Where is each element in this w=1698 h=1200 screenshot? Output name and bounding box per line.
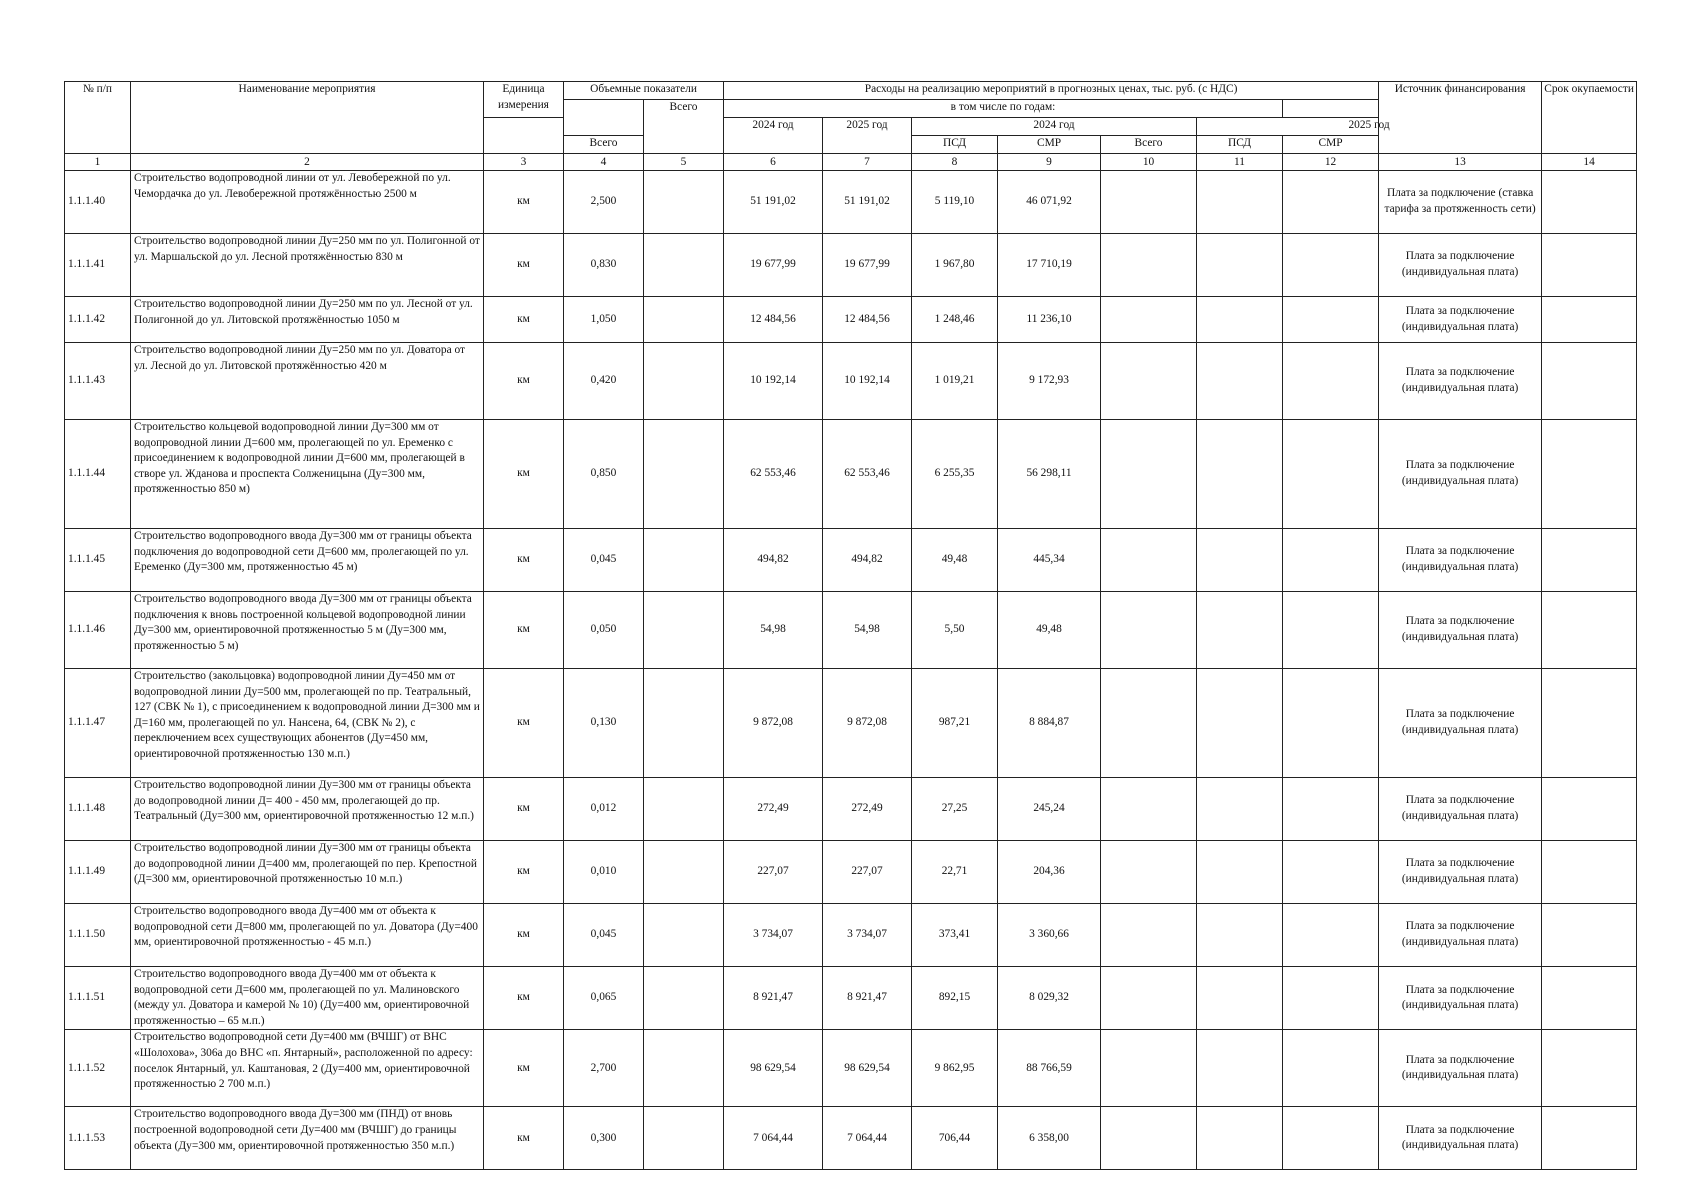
row-payback — [1542, 1107, 1637, 1170]
header-costs: Расходы на реализацию мероприятий в прогнозных ценах, тыс. руб. (с НДС) — [724, 82, 1379, 100]
row-source: Плата за подключение (индивидуальная плата) — [1379, 967, 1542, 1030]
column-number: 7 — [823, 154, 912, 171]
row-volume-2024: 0,850 — [564, 420, 644, 529]
row-name: Строительство кольцевой водопроводной линии Ду=300 мм от водопроводной линии Д=600 мм, пролегающей по ул. Еременко с присоединением к водопроводной линии Д=600 мм, пролегающей в створе ул. Жданова и проспекта Солженицына (Ду=300 мм, протяженностью 850 м) — [131, 420, 484, 529]
row-payback — [1542, 904, 1637, 967]
row-2025-total — [1101, 529, 1197, 592]
table-row — [65, 1030, 1637, 1107]
row-code: 1.1.1.44 — [65, 420, 131, 529]
column-number: 4 — [564, 154, 644, 171]
row-2024-total: 10 192,14 — [823, 343, 912, 420]
row-volume-2025 — [644, 1030, 724, 1107]
row-2025-total — [1101, 343, 1197, 420]
row-2025-total — [1101, 234, 1197, 297]
row-2024-smr: 204,36 — [998, 841, 1101, 904]
row-payback — [1542, 1030, 1637, 1107]
row-2025-smr — [1283, 967, 1379, 1030]
row-volume-2024: 0,130 — [564, 669, 644, 778]
row-name: Строительство водопроводного ввода Ду=400 мм от объекта к водопроводной сети Д=600 мм, пролегающей по ул. Малиновского (между ул. Доватора и камерой № 10) (Ду=400 мм, ориентировочной протяженностью – 65 м.п.) — [131, 967, 484, 1030]
column-numbers-row — [65, 154, 1637, 171]
row-source: Плата за подключение (ставка тарифа за протяженность сети) — [1379, 171, 1542, 234]
row-total: 494,82 — [724, 529, 823, 592]
row-2024-total: 272,49 — [823, 778, 912, 841]
row-code: 1.1.1.52 — [65, 1030, 131, 1107]
column-number: 12 — [1283, 154, 1379, 171]
table-row — [65, 967, 1637, 1030]
table-row — [65, 592, 1637, 669]
row-volume-2024: 2,700 — [564, 1030, 644, 1107]
row-source: Плата за подключение (индивидуальная плата) — [1379, 904, 1542, 967]
row-code: 1.1.1.51 — [65, 967, 131, 1030]
row-source: Плата за подключение (индивидуальная плата) — [1379, 1107, 1542, 1170]
row-2024-total: 51 191,02 — [823, 171, 912, 234]
row-total: 19 677,99 — [724, 234, 823, 297]
row-name: Строительство водопроводного ввода Ду=300 мм от границы объекта подключения к вновь построенной кольцевой водопроводной линии Ду=300 мм, ориентировочной протяженностью 5 м (Ду=300 мм, протяженностью 5 м) — [131, 592, 484, 669]
column-number: 1 — [65, 154, 131, 171]
row-2024-total: 8 921,47 — [823, 967, 912, 1030]
row-total: 9 872,08 — [724, 669, 823, 778]
row-name: Строительство водопроводного ввода Ду=300 мм (ПНД) от вновь построенной водопроводной сети Ду=400 мм (ВЧШГ) до границы объекта (Ду=300 мм, ориентировочной протяженностью 350 м.п.) — [131, 1107, 484, 1170]
row-volume-2024: 0,050 — [564, 592, 644, 669]
row-payback — [1542, 778, 1637, 841]
row-2025-psd — [1197, 841, 1283, 904]
row-name: Строительство водопроводной линии Ду=300 мм от границы объекта до водопроводной линии Д= 400 - 450 мм, пролегающей до пр. Театральный (Ду=300 мм, ориентировочной протяженностью 12 м.п.) — [131, 778, 484, 841]
row-source: Плата за подключение (индивидуальная плата) — [1379, 1030, 1542, 1107]
row-2025-total — [1101, 420, 1197, 529]
row-name: Строительство водопроводной линии Ду=250 мм по ул. Доватора от ул. Лесной до ул. Литовской протяжённостью 420 м — [131, 343, 484, 420]
row-volume-2025 — [644, 592, 724, 669]
table-row — [65, 343, 1637, 420]
header-num: № п/п — [65, 82, 131, 154]
row-source: Плата за подключение (индивидуальная плата) — [1379, 529, 1542, 592]
row-2024-smr: 6 358,00 — [998, 1107, 1101, 1170]
row-2025-psd — [1197, 967, 1283, 1030]
row-volume-2025 — [644, 343, 724, 420]
row-2024-total: 9 872,08 — [823, 669, 912, 778]
header-2025-total: Всего — [1101, 136, 1197, 154]
row-2024-psd: 1 019,21 — [912, 343, 998, 420]
row-2024-total: 19 677,99 — [823, 234, 912, 297]
row-2025-smr — [1283, 592, 1379, 669]
row-2025-smr — [1283, 778, 1379, 841]
row-unit: км — [484, 592, 564, 669]
row-total: 62 553,46 — [724, 420, 823, 529]
row-volume-2025 — [644, 420, 724, 529]
table-row — [65, 1107, 1637, 1170]
column-number: 10 — [1101, 154, 1197, 171]
row-volume-2025 — [644, 529, 724, 592]
row-2024-total: 12 484,56 — [823, 297, 912, 343]
row-code: 1.1.1.41 — [65, 234, 131, 297]
row-2025-total — [1101, 297, 1197, 343]
row-code: 1.1.1.40 — [65, 171, 131, 234]
header-2025-smr: СМР — [1283, 136, 1379, 154]
row-code: 1.1.1.49 — [65, 841, 131, 904]
table-body — [65, 171, 1637, 1170]
row-code: 1.1.1.47 — [65, 669, 131, 778]
row-source: Плата за подключение (индивидуальная плата) — [1379, 234, 1542, 297]
row-unit: км — [484, 1030, 564, 1107]
row-source: Плата за подключение (индивидуальная плата) — [1379, 841, 1542, 904]
row-volume-2024: 0,045 — [564, 904, 644, 967]
row-2025-psd — [1197, 529, 1283, 592]
row-total: 227,07 — [724, 841, 823, 904]
table-row — [65, 297, 1637, 343]
column-number: 11 — [1197, 154, 1283, 171]
row-2025-psd — [1197, 297, 1283, 343]
row-2024-total: 62 553,46 — [823, 420, 912, 529]
header-source: Источник финансирования — [1379, 82, 1542, 154]
row-payback — [1542, 171, 1637, 234]
row-volume-2025 — [644, 841, 724, 904]
row-2024-total: 98 629,54 — [823, 1030, 912, 1107]
row-2025-total — [1101, 967, 1197, 1030]
row-unit: км — [484, 778, 564, 841]
row-2025-smr — [1283, 1107, 1379, 1170]
row-volume-2024: 0,065 — [564, 967, 644, 1030]
row-2025-total — [1101, 669, 1197, 778]
row-2025-psd — [1197, 234, 1283, 297]
row-volume-2025 — [644, 234, 724, 297]
row-2024-smr: 9 172,93 — [998, 343, 1101, 420]
column-number: 9 — [998, 154, 1101, 171]
row-2025-smr — [1283, 420, 1379, 529]
row-unit: км — [484, 1107, 564, 1170]
row-2024-psd: 1 248,46 — [912, 297, 998, 343]
row-code: 1.1.1.46 — [65, 592, 131, 669]
row-2024-smr: 445,34 — [998, 529, 1101, 592]
row-2025-smr — [1283, 669, 1379, 778]
header-unit: Единица измерения — [484, 82, 564, 118]
row-volume-2025 — [644, 669, 724, 778]
row-source: Плата за подключение (индивидуальная плата) — [1379, 592, 1542, 669]
row-2024-psd: 373,41 — [912, 904, 998, 967]
row-total: 7 064,44 — [724, 1107, 823, 1170]
row-code: 1.1.1.50 — [65, 904, 131, 967]
row-total: 10 192,14 — [724, 343, 823, 420]
row-volume-2024: 0,045 — [564, 529, 644, 592]
row-2024-psd: 1 967,80 — [912, 234, 998, 297]
header-payback: Срок окупаемости — [1542, 82, 1637, 154]
row-name: Строительство водопроводной сети Ду=400 мм (ВЧШГ) от ВНС «Шолохова», 306а до ВНС «п. Янтарный», расположенной по адресу: поселок Янтарный, ул. Каштановая, 2 (Ду=400 мм, ориентировочной протяженностью 2 700 м.п.) — [131, 1030, 484, 1107]
row-volume-2025 — [644, 967, 724, 1030]
row-name: Строительство водопроводного ввода Ду=300 мм от границы объекта подключения до водопроводной сети Д=600 мм, пролегающей по ул. Еременко (Ду=300 мм, протяженностью 45 м) — [131, 529, 484, 592]
row-2024-total: 494,82 — [823, 529, 912, 592]
row-2024-total: 7 064,44 — [823, 1107, 912, 1170]
row-2025-total — [1101, 592, 1197, 669]
row-2025-total — [1101, 1107, 1197, 1170]
row-source: Плата за подключение (индивидуальная плата) — [1379, 343, 1542, 420]
header-costs-2025: 2025 год — [1197, 118, 1542, 136]
column-number: 3 — [484, 154, 564, 171]
row-2025-psd — [1197, 1107, 1283, 1170]
row-volume-2024: 0,830 — [564, 234, 644, 297]
row-total: 8 921,47 — [724, 967, 823, 1030]
row-2024-psd: 892,15 — [912, 967, 998, 1030]
row-2024-psd: 987,21 — [912, 669, 998, 778]
row-2025-psd — [1197, 592, 1283, 669]
row-name: Строительство водопроводной линии Ду=250 мм по ул. Лесной от ул. Полигонной до ул. Литовской протяжённостью 1050 м — [131, 297, 484, 343]
row-payback — [1542, 420, 1637, 529]
row-2025-smr — [1283, 841, 1379, 904]
row-total: 51 191,02 — [724, 171, 823, 234]
row-2025-smr — [1283, 297, 1379, 343]
row-unit: км — [484, 171, 564, 234]
row-2024-smr: 245,24 — [998, 778, 1101, 841]
row-2024-psd: 5,50 — [912, 592, 998, 669]
table-row — [65, 904, 1637, 967]
row-total: 3 734,07 — [724, 904, 823, 967]
row-unit: км — [484, 297, 564, 343]
row-volume-2025 — [644, 297, 724, 343]
row-volume-2024: 0,012 — [564, 778, 644, 841]
row-payback — [1542, 967, 1637, 1030]
row-unit: км — [484, 234, 564, 297]
row-volume-2024: 0,300 — [564, 1107, 644, 1170]
row-code: 1.1.1.45 — [65, 529, 131, 592]
row-code: 1.1.1.43 — [65, 343, 131, 420]
header-2024-psd: ПСД — [912, 136, 998, 154]
row-volume-2024: 1,050 — [564, 297, 644, 343]
row-name: Строительство водопроводной линии от ул. Левобережной по ул. Чемордачка до ул. Левобережной протяжённостью 2500 м — [131, 171, 484, 234]
row-2024-smr: 17 710,19 — [998, 234, 1101, 297]
row-volume-2025 — [644, 1107, 724, 1170]
row-payback — [1542, 669, 1637, 778]
row-source: Плата за подключение (индивидуальная плата) — [1379, 669, 1542, 778]
row-source: Плата за подключение (индивидуальная плата) — [1379, 420, 1542, 529]
row-total: 12 484,56 — [724, 297, 823, 343]
column-number: 14 — [1542, 154, 1637, 171]
row-source: Плата за подключение (индивидуальная плата) — [1379, 297, 1542, 343]
row-2025-psd — [1197, 171, 1283, 234]
header-2025-psd: ПСД — [1197, 136, 1283, 154]
header-name: Наименование мероприятия — [131, 82, 484, 154]
table-row — [65, 778, 1637, 841]
row-name: Строительство (закольцовка) водопроводной линии Ду=450 мм от водопроводной линии Ду=500 мм, пролегающей по пр. Театральный, 127 (СВК № 1), с присоединением к водопроводной линии Д=300 мм и Д=160 мм, пролегающей по ул. Нансена, 64, (СВК № 2), с переключением всех существующих абонентов (Ду=450 мм, ориентировочной протяженностью 130 м.п.) — [131, 669, 484, 778]
row-2024-psd: 27,25 — [912, 778, 998, 841]
row-2024-smr: 3 360,66 — [998, 904, 1101, 967]
column-number: 8 — [912, 154, 998, 171]
table-row — [65, 669, 1637, 778]
row-volume-2025 — [644, 904, 724, 967]
header-volume-2024: 2024 год — [724, 118, 823, 154]
row-volume-2024: 0,420 — [564, 343, 644, 420]
row-code: 1.1.1.48 — [65, 778, 131, 841]
row-payback — [1542, 592, 1637, 669]
table-row — [65, 420, 1637, 529]
row-total: 54,98 — [724, 592, 823, 669]
header-costs-2024: 2024 год — [912, 118, 1197, 136]
row-2025-total — [1101, 904, 1197, 967]
row-total: 272,49 — [724, 778, 823, 841]
row-2025-smr — [1283, 904, 1379, 967]
row-code: 1.1.1.42 — [65, 297, 131, 343]
row-name: Строительство водопроводного ввода Ду=400 мм от объекта к водопроводной сети Д=800 мм, пролегающей по ул. Доватора (Ду=400 мм, ориентировочной протяженностью - 45 м.п.) — [131, 904, 484, 967]
header-2024-total: Всего — [564, 136, 644, 154]
table-row — [65, 529, 1637, 592]
header-volume-2025: 2025 год — [823, 118, 912, 154]
row-2024-smr: 11 236,10 — [998, 297, 1101, 343]
row-2025-smr — [1283, 1030, 1379, 1107]
row-payback — [1542, 297, 1637, 343]
row-code: 1.1.1.53 — [65, 1107, 131, 1170]
row-2024-total: 54,98 — [823, 592, 912, 669]
row-volume-2025 — [644, 778, 724, 841]
row-unit: км — [484, 343, 564, 420]
row-2025-smr — [1283, 343, 1379, 420]
row-2025-total — [1101, 1030, 1197, 1107]
header-total: Всего — [644, 100, 724, 154]
header-2024-smr: СМР — [998, 136, 1101, 154]
row-2024-smr: 8 884,87 — [998, 669, 1101, 778]
row-2025-psd — [1197, 343, 1283, 420]
row-source: Плата за подключение (индивидуальная плата) — [1379, 778, 1542, 841]
table-row — [65, 234, 1637, 297]
row-2025-psd — [1197, 669, 1283, 778]
row-2024-psd: 6 255,35 — [912, 420, 998, 529]
row-2024-smr: 49,48 — [998, 592, 1101, 669]
row-unit: км — [484, 420, 564, 529]
row-unit: км — [484, 529, 564, 592]
header-by-years: в том числе по годам: — [724, 100, 1283, 118]
table-header — [65, 82, 1637, 171]
header-volume: Объемные показатели — [564, 82, 724, 100]
row-volume-2025 — [644, 171, 724, 234]
row-2024-psd: 49,48 — [912, 529, 998, 592]
row-2025-total — [1101, 841, 1197, 904]
column-number: 2 — [131, 154, 484, 171]
row-payback — [1542, 841, 1637, 904]
column-number: 13 — [1379, 154, 1542, 171]
table-row — [65, 171, 1637, 234]
measures-table — [64, 81, 1637, 1170]
row-2025-psd — [1197, 778, 1283, 841]
row-2025-psd — [1197, 1030, 1283, 1107]
row-payback — [1542, 343, 1637, 420]
row-2024-psd: 706,44 — [912, 1107, 998, 1170]
row-2025-total — [1101, 778, 1197, 841]
row-payback — [1542, 529, 1637, 592]
row-2024-psd: 5 119,10 — [912, 171, 998, 234]
row-2025-psd — [1197, 420, 1283, 529]
row-2024-smr: 56 298,11 — [998, 420, 1101, 529]
row-2024-total: 227,07 — [823, 841, 912, 904]
row-2024-smr: 46 071,92 — [998, 171, 1101, 234]
row-payback — [1542, 234, 1637, 297]
row-2024-smr: 8 029,32 — [998, 967, 1101, 1030]
row-total: 98 629,54 — [724, 1030, 823, 1107]
column-number: 6 — [724, 154, 823, 171]
row-2024-smr: 88 766,59 — [998, 1030, 1101, 1107]
row-2025-psd — [1197, 904, 1283, 967]
row-2025-smr — [1283, 529, 1379, 592]
row-name: Строительство водопроводной линии Ду=250 мм по ул. Полигонной от ул. Маршальской до ул. Лесной протяжённостью 830 м — [131, 234, 484, 297]
row-2024-total: 3 734,07 — [823, 904, 912, 967]
row-name: Строительство водопроводной линии Ду=300 мм от границы объекта до водопроводной линии Д=400 мм, пролегающей по пер. Крепостной (Д=300 мм, ориентировочной протяженностью 10 м.п.) — [131, 841, 484, 904]
row-unit: км — [484, 669, 564, 778]
row-2024-psd: 9 862,95 — [912, 1030, 998, 1107]
row-unit: км — [484, 904, 564, 967]
row-unit: км — [484, 841, 564, 904]
row-2025-total — [1101, 171, 1197, 234]
column-number: 5 — [644, 154, 724, 171]
row-2025-smr — [1283, 234, 1379, 297]
row-unit: км — [484, 967, 564, 1030]
row-2024-psd: 22,71 — [912, 841, 998, 904]
row-volume-2024: 2,500 — [564, 171, 644, 234]
row-2025-smr — [1283, 171, 1379, 234]
table-row — [65, 841, 1637, 904]
row-volume-2024: 0,010 — [564, 841, 644, 904]
